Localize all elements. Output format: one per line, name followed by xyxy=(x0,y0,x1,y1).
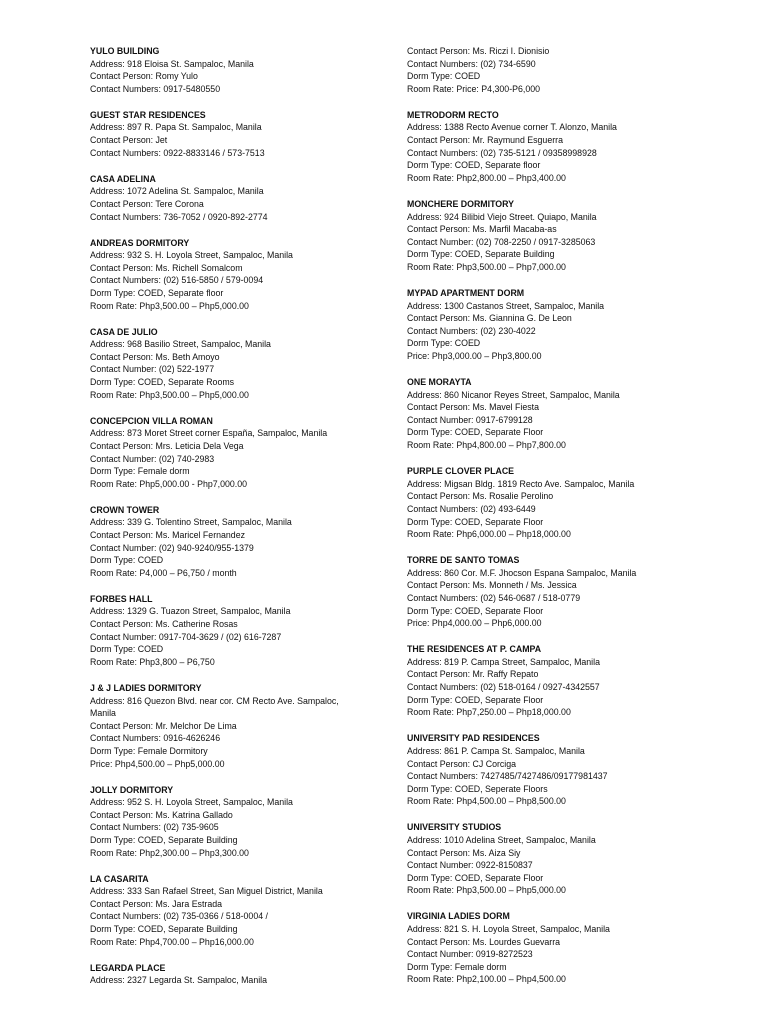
contact-number-line: Contact Numbers: (02) 230-4022 xyxy=(407,325,536,336)
room-rate-line: Room Rate: Php3,500.00 – Php5,000.00 xyxy=(407,885,566,896)
dorm-name: LA CASARITA xyxy=(90,873,149,884)
address-line: Address: 860 Cor. M.F. Jhocson Espana Sampaloc, Manila xyxy=(407,567,637,578)
contact-person-line: Contact Person: Ms. Jara Estrada xyxy=(90,898,223,909)
dorm-name: VIRGINIA LADIES DORM xyxy=(407,911,510,922)
dorm-type-line: Dorm Type: COED xyxy=(407,71,481,82)
dorm-name: MONCHERE DORMITORY xyxy=(407,198,515,209)
address-line: Address: 861 P. Campa St. Sampaloc, Manila xyxy=(407,745,585,756)
dorm-type-line: Dorm Type: Female Dormitory xyxy=(90,745,208,756)
address-line: Address: 819 P. Campa Street, Sampaloc, Manila xyxy=(407,656,600,667)
contact-person-line: Contact Person: Mr. Raymund Esguerra xyxy=(407,135,563,146)
room-rate-line: Room Rate: Php7,250.00 – Php18,000.00 xyxy=(407,707,571,718)
dorm-name: UNIVERSITY STUDIOS xyxy=(407,822,502,833)
contact-number-line: Contact Numbers: (02) 493-6449 xyxy=(407,503,536,514)
contact-person-line: Contact Person: Romy Yulo xyxy=(90,71,198,82)
dorm-entry-casa-adelina xyxy=(90,173,390,223)
contact-number-line: Contact Number: 0917-704-3629 / (02) 616-7287 xyxy=(90,631,282,642)
dorm-entry-jolly-dormitory xyxy=(90,784,390,860)
dorm-name: CASA DE JULIO xyxy=(90,326,158,337)
contact-person-line: Contact Person: Ms. Catherine Rosas xyxy=(90,619,238,630)
dorm-type-line: Dorm Type: COED, Separate Floor xyxy=(407,694,544,705)
dorm-type-line: Dorm Type: COED, Separate floor xyxy=(407,160,541,171)
contact-person-line: Contact Person: CJ Corciga xyxy=(407,758,517,769)
dorm-name: METRODORM RECTO xyxy=(407,109,499,120)
dorm-name: PURPLE CLOVER PLACE xyxy=(407,466,515,477)
address-line: Address: 952 S. H. Loyola Street, Sampaloc, Manila xyxy=(90,797,293,808)
room-rate-line: Price: Php4,000.00 – Php6,000.00 xyxy=(407,618,542,629)
room-rate-line: Room Rate: Php6,000.00 – Php18,000.00 xyxy=(407,529,571,540)
room-rate-line: Room Rate: Php4,700.00 – Php16,000.00 xyxy=(90,936,254,947)
dorm-entry-university-studios xyxy=(407,821,737,897)
dorm-type-line: Dorm Type: COED xyxy=(407,338,481,349)
address-line: Address: 816 Quezon Blvd. near cor. CM Recto Ave. Sampaloc, xyxy=(90,695,339,706)
dorm-type-line: Dorm Type: COED, Separate Floor xyxy=(407,872,544,883)
dorm-entry-la-casarita xyxy=(90,873,390,949)
dorm-entry-monchere-dormitory xyxy=(407,198,737,274)
contact-person-line: Contact Person: Ms. Maricel Fernandez xyxy=(90,530,245,540)
dorm-entry-mypad-apartment-dorm xyxy=(407,287,737,363)
address-line: Address: 897 R. Papa St. Sampaloc, Manila xyxy=(90,122,262,133)
dorm-entry-j-j-ladies-dormitory xyxy=(90,682,390,770)
dorm-entry-torre-de-santo-tomas xyxy=(407,554,737,630)
address-line: Address: 932 S. H. Loyola Street, Sampaloc, Manila xyxy=(90,250,293,261)
dorm-name: ANDREAS DORMITORY xyxy=(90,237,190,248)
dorm-type-line: Dorm Type: Female dorm xyxy=(90,466,190,477)
contact-number-line: Contact Number: (02) 522-1977 xyxy=(90,364,215,375)
dorm-type-line: Dorm Type: COED, Separate floor xyxy=(90,288,224,298)
contact-number-line: Contact Number: (02) 708-2250 / 0917-3285063 xyxy=(407,236,596,247)
dorm-type-line: Dorm Type: COED, Separate Building xyxy=(90,834,238,845)
contact-person-line: Contact Person: Ms. Rosalie Perolino xyxy=(407,491,554,502)
contact-person-line: Contact Person: Ms. Monneth / Ms. Jessica xyxy=(407,580,577,591)
room-rate-line: Room Rate: Php3,500.00 – Php5,000.00 xyxy=(90,389,249,400)
dorm-entry-guest-star-residences xyxy=(90,109,390,159)
address-line: Address: 821 S. H. Loyola Street, Sampaloc, Manila xyxy=(407,924,610,935)
right-column xyxy=(407,45,737,1000)
contact-number-line: Contact Numbers: (02) 735-9605 xyxy=(90,822,219,833)
contact-person-line: Contact Person: Ms. Richell Somalcom xyxy=(90,262,243,273)
contact-number-line: Contact Number: 0919-8272523 xyxy=(407,949,533,960)
contact-person-line: Contact Person: Mr. Raffy Repato xyxy=(407,669,539,680)
contact-person-line: Contact Person: Jet xyxy=(90,135,168,146)
detail-line: Manila xyxy=(90,708,116,719)
address-line: Address: 333 San Rafael Street, San Miguel District, Manila xyxy=(90,886,323,897)
address-line: Address: 1300 Castanos Street, Sampaloc, Manila xyxy=(407,300,605,311)
contact-number-line: Contact Number: 0922-8150837 xyxy=(407,860,533,871)
contact-number-line: Contact Number: 0917-6799128 xyxy=(407,414,533,425)
contact-person-line: Contact Person: Mr. Melchor De Lima xyxy=(90,720,237,731)
dorm-name: JOLLY DORMITORY xyxy=(90,784,174,795)
room-rate-line: Price: Php3,000.00 – Php3,800.00 xyxy=(407,350,542,361)
room-rate-line: Price: Php4,500.00 – Php5,000.00 xyxy=(90,758,225,769)
contact-number-line: Contact Numbers: 736-7052 / 0920-892-2774 xyxy=(90,211,268,222)
contact-person-line: Contact Person: Ms. Riczi I. Dionisio xyxy=(407,46,550,56)
room-rate-line: Room Rate: Php3,500.00 – Php5,000.00 xyxy=(90,300,249,311)
dorm-entry-virginia-ladies-dorm xyxy=(407,910,737,986)
address-line: Address: 1388 Recto Avenue corner T. Alonzo, Manila xyxy=(407,122,617,133)
dorm-entry-one-morayta xyxy=(407,376,737,452)
dorm-name: CASA ADELINA xyxy=(90,173,156,184)
address-line: Address: 860 Nicanor Reyes Street, Sampaloc, Manila xyxy=(407,389,620,400)
address-line: Address: 968 Basilio Street, Sampaloc, Manila xyxy=(90,339,271,350)
contact-person-line: Contact Person: Ms. Lourdes Guevarra xyxy=(407,936,561,947)
room-rate-line: Room Rate: Php2,800.00 – Php3,400.00 xyxy=(407,172,566,183)
dorm-type-line: Dorm Type: COED, Separate Building xyxy=(90,924,238,935)
dorm-entry-yulo-building xyxy=(90,45,390,95)
dorm-name: LEGARDA PLACE xyxy=(90,962,166,973)
contact-number-line: Contact Numbers: (02) 735-5121 / 09358998928 xyxy=(407,147,597,158)
address-line: Address: Migsan Bldg. 1819 Recto Ave. Sampaloc, Manila xyxy=(407,478,635,489)
contact-person-line: Contact Person: Ms. Katrina Gallado xyxy=(90,809,233,820)
room-rate-line: Room Rate: Php4,800.00 – Php7,800.00 xyxy=(407,440,566,451)
room-rate-line: Room Rate: Php4,500.00 – Php8,500.00 xyxy=(407,796,566,807)
dorm-name: GUEST STAR RESIDENCES xyxy=(90,109,206,120)
dorm-type-line: Dorm Type: COED, Separate Floor xyxy=(407,427,544,438)
dorm-entry-the-residences-at-p-campa xyxy=(407,643,737,719)
dorm-entry-university-pad-residences xyxy=(407,732,737,808)
dorm-name: MYPAD APARTMENT DORM xyxy=(407,288,525,298)
contact-number-line: Contact Numbers: (02) 518-0164 / 0927-4342557 xyxy=(407,682,600,693)
address-line: Address: 918 Eloisa St. Sampaloc, Manila xyxy=(90,58,254,69)
dorm-type-line: Dorm Type: COED, Separate Rooms xyxy=(90,377,235,388)
room-rate-line: Room Rate: Php5,000.00 - Php7,000.00 xyxy=(90,478,247,489)
left-column xyxy=(90,45,390,1000)
contact-number-line: Contact Numbers: 7427485/7427486/09177981437 xyxy=(407,771,608,782)
contact-person-line: Contact Person: Ms. Aiza Siy xyxy=(407,847,521,858)
contact-number-line: Contact Numbers: 0922-8833146 / 573-7513 xyxy=(90,147,265,158)
room-rate-line: Room Rate: Php2,300.00 – Php3,300.00 xyxy=(90,847,249,858)
dorm-type-line: Dorm Type: COED xyxy=(90,555,164,566)
dorm-name: UNIVERSITY PAD RESIDENCES xyxy=(407,733,540,744)
dorm-type-line: Dorm Type: COED, Seperate Floors xyxy=(407,783,548,794)
dorm-name: YULO BUILDING xyxy=(90,46,160,56)
address-line: Address: 1072 Adelina St. Sampaloc, Manila xyxy=(90,186,264,197)
dorm-entry-metrodorm-recto xyxy=(407,109,737,185)
room-rate-line: Room Rate: Php2,100.00 – Php4,500.00 xyxy=(407,974,566,985)
dorm-name: THE RESIDENCES AT P. CAMPA xyxy=(407,644,542,655)
dorm-name: FORBES HALL xyxy=(90,593,153,604)
dorm-entry-crown-tower xyxy=(90,504,390,580)
room-rate-line: Room Rate: P4,000 – P6,750 / month xyxy=(90,567,237,578)
dorm-entry-legarda-place xyxy=(90,962,390,987)
contact-person-line: Contact Person: Mrs. Leticia Dela Vega xyxy=(90,440,244,451)
address-line: Address: 2327 Legarda St. Sampaloc, Manila xyxy=(90,975,268,986)
address-line: Address: 1010 Adelina Street, Sampaloc, Manila xyxy=(407,834,596,845)
dorm-type-line: Dorm Type: COED, Separate Building xyxy=(407,249,555,260)
dorm-entry-continued xyxy=(407,45,737,95)
dorm-name: ONE MORAYTA xyxy=(407,377,472,388)
contact-person-line: Contact Person: Ms. Marfil Macaba-as xyxy=(407,224,557,235)
address-line: Address: 924 Bilibid Viejo Street. Quiapo, Manila xyxy=(407,211,597,222)
dorm-name: CROWN TOWER xyxy=(90,504,160,515)
contact-number-line: Contact Numbers: (02) 516-5850 / 579-0094 xyxy=(90,275,264,286)
contact-number-line: Contact Numbers: 0917-5480550 xyxy=(90,83,221,94)
dorm-entry-forbes-hall xyxy=(90,593,390,669)
contact-number-line: Contact Numbers: (02) 546-0687 / 518-0779 xyxy=(407,592,581,603)
contact-number-line: Contact Number: (02) 940-9240/955-1379 xyxy=(90,542,254,553)
contact-number-line: Contact Numbers: 0916-4626246 xyxy=(90,733,221,744)
contact-person-line: Contact Person: Ms. Beth Amoyo xyxy=(90,351,220,362)
contact-person-line: Contact Person: Ms. Giannina G. De Leon xyxy=(407,313,572,324)
contact-person-line: Contact Person: Tere Corona xyxy=(90,198,204,209)
dorm-entry-casa-de-julio xyxy=(90,326,390,402)
dorm-entry-purple-clover-place xyxy=(407,465,737,541)
dorm-name: CONCEPCION VILLA ROMAN xyxy=(90,415,213,426)
dorm-entry-andreas-dormitory xyxy=(90,237,390,313)
dorm-type-line: Dorm Type: COED, Separate Floor xyxy=(407,605,544,616)
dorm-entry-concepcion-villa-roman xyxy=(90,415,390,491)
contact-number-line: Contact Number: (02) 740-2983 xyxy=(90,453,215,464)
dorm-name: TORRE DE SANTO TOMAS xyxy=(407,555,520,566)
room-rate-line: Room Rate: Price: P4,300-P6,000 xyxy=(407,83,541,94)
address-line: Address: 873 Moret Street corner España, Sampaloc, Manila xyxy=(90,428,328,439)
dorm-type-line: Dorm Type: Female dorm xyxy=(407,961,507,972)
contact-person-line: Contact Person: Ms. Mavel Fiesta xyxy=(407,402,540,413)
address-line: Address: 1329 G. Tuazon Street, Sampaloc, Manila xyxy=(90,606,291,617)
contact-number-line: Contact Numbers: (02) 734-6590 xyxy=(407,58,536,69)
dorm-type-line: Dorm Type: COED xyxy=(90,644,164,655)
dorm-name: J & J LADIES DORMITORY xyxy=(90,682,202,693)
contact-number-line: Contact Numbers: (02) 735-0366 / 518-0004 / xyxy=(90,911,268,922)
address-line: Address: 339 G. Tolentino Street, Sampaloc, Manila xyxy=(90,517,292,528)
room-rate-line: Room Rate: Php3,800 – P6,750 xyxy=(90,656,215,667)
room-rate-line: Room Rate: Php3,500.00 – Php7,000.00 xyxy=(407,261,566,272)
dorm-type-line: Dorm Type: COED, Separate Floor xyxy=(407,516,544,527)
